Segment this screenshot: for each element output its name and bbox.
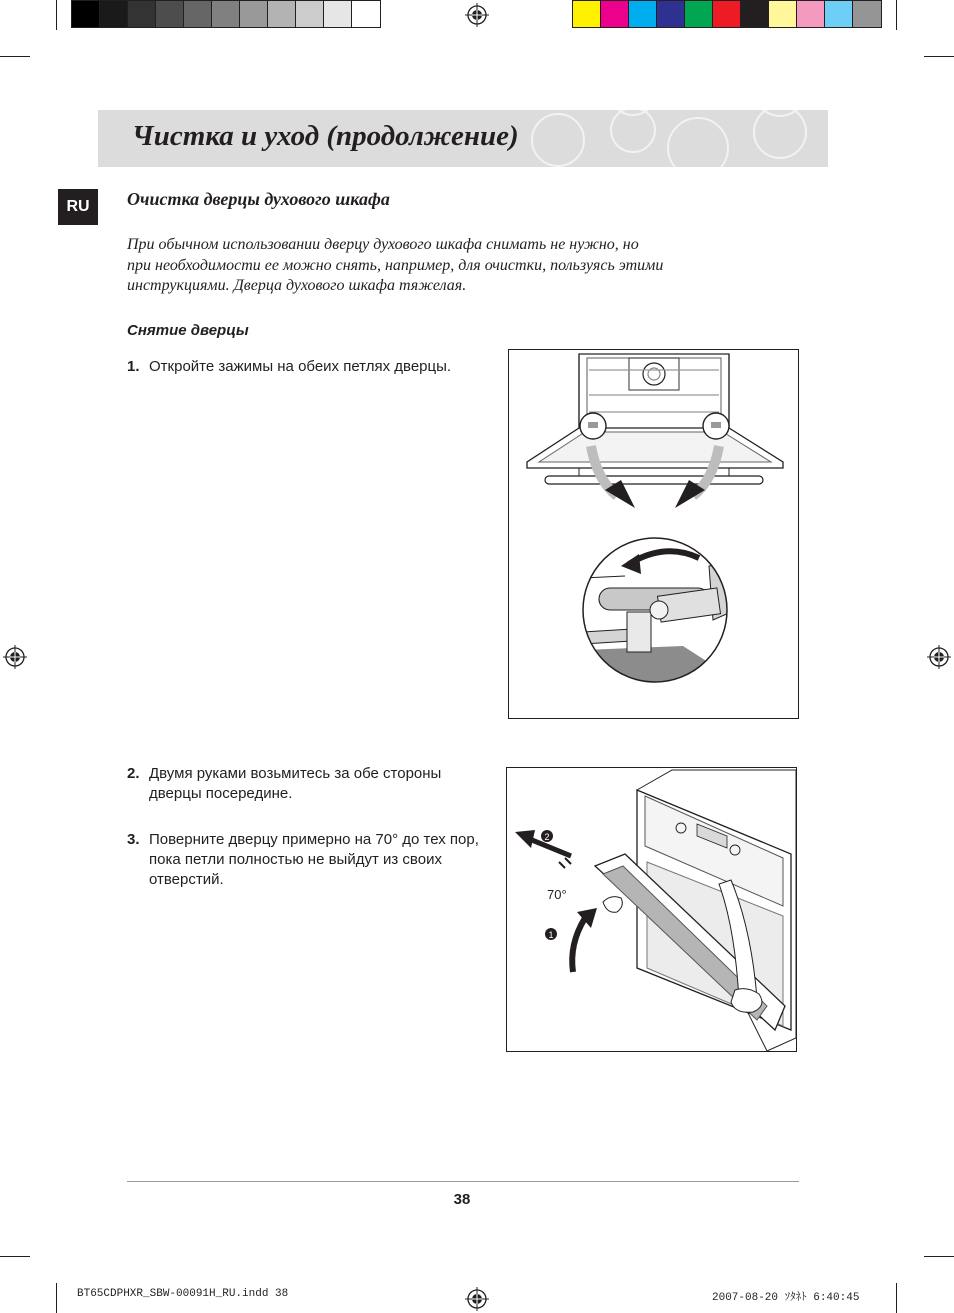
- crop-mark: [924, 56, 954, 57]
- figure-hinge-clamps: [508, 349, 799, 719]
- print-slug-right: 2007-08-20 ｿﾀﾈﾄ 6:40:45: [712, 1292, 860, 1304]
- subsection-title: Снятие дверцы: [127, 322, 249, 339]
- page-title: Чистка и уход (продолжение): [132, 120, 519, 152]
- print-slug-left: BT65CDPHXR_SBW-00091H_RU.indd 38: [77, 1288, 289, 1300]
- color-swatch: [600, 0, 629, 28]
- step-item: [127, 830, 487, 892]
- color-swatch: [656, 0, 685, 28]
- crop-mark: [56, 1283, 57, 1313]
- gray-swatch: [351, 0, 381, 28]
- vegetable-decoration-icon: [518, 110, 828, 167]
- step-number: 3.: [127, 831, 140, 848]
- footer-divider: [127, 1181, 799, 1182]
- step-marker-2: 2: [544, 832, 550, 842]
- figure-door-removal: [506, 767, 797, 1052]
- color-strip: [572, 0, 884, 28]
- color-swatch: [852, 0, 882, 28]
- crop-mark: [0, 1256, 30, 1257]
- gray-swatch: [267, 0, 296, 28]
- step-marker-1: 1: [548, 930, 554, 940]
- page-number: 38: [453, 1191, 471, 1208]
- header-band: [98, 110, 828, 167]
- gray-swatch: [127, 0, 156, 28]
- crop-mark: [56, 0, 57, 30]
- registration-mark-icon: [927, 645, 951, 669]
- gray-swatch: [183, 0, 212, 28]
- color-swatch: [712, 0, 741, 28]
- step-number: 2.: [127, 765, 140, 782]
- crop-mark: [0, 56, 30, 57]
- gray-swatch: [323, 0, 352, 28]
- gray-swatch: [155, 0, 184, 28]
- crop-mark: [896, 1283, 897, 1313]
- intro-line: инструкциями. Дверца духового шкафа тяжелая.: [127, 277, 467, 294]
- section-title: Очистка дверцы духового шкафа: [127, 189, 390, 209]
- color-swatch: [740, 0, 769, 28]
- gray-swatch: [295, 0, 324, 28]
- registration-mark-icon: [3, 645, 27, 669]
- gray-swatch: [239, 0, 268, 28]
- step-item: [127, 357, 487, 379]
- step-number: 1.: [127, 358, 140, 375]
- color-swatch: [796, 0, 825, 28]
- intro-line: При обычном использовании дверцу духового шкафа снимать не нужно, но: [127, 236, 639, 253]
- crop-mark: [896, 0, 897, 30]
- oven-open-door-illustration: [509, 350, 798, 718]
- gray-swatch: [211, 0, 240, 28]
- gray-swatch: [99, 0, 128, 28]
- color-swatch: [768, 0, 797, 28]
- crop-mark: [924, 1256, 954, 1257]
- step-text: Двумя руками возьмитесь за обе стороны дверцы посередине.: [149, 765, 442, 802]
- step-text: Поверните дверцу примерно на 70° до тех пор, пока петли полностью не выйдут из своих отверстий.: [149, 831, 479, 888]
- language-tab: RU: [58, 189, 98, 225]
- color-swatch: [628, 0, 657, 28]
- step-item: [127, 764, 487, 806]
- oven-door-tilt-illustration: [507, 768, 796, 1051]
- color-swatch: [572, 0, 601, 28]
- gray-scale-strip: [71, 0, 383, 28]
- color-swatch: [684, 0, 713, 28]
- angle-label: 70°: [547, 887, 567, 902]
- intro-line: при необходимости ее можно снять, например, для очистки, пользуясь этими: [127, 256, 664, 274]
- registration-mark-icon: [465, 3, 489, 27]
- color-swatch: [824, 0, 853, 28]
- step-text: Откройте зажимы на обеих петлях дверцы.: [149, 358, 452, 375]
- registration-mark-icon: [465, 1287, 489, 1311]
- gray-swatch: [71, 0, 100, 28]
- intro-paragraph: [127, 235, 767, 297]
